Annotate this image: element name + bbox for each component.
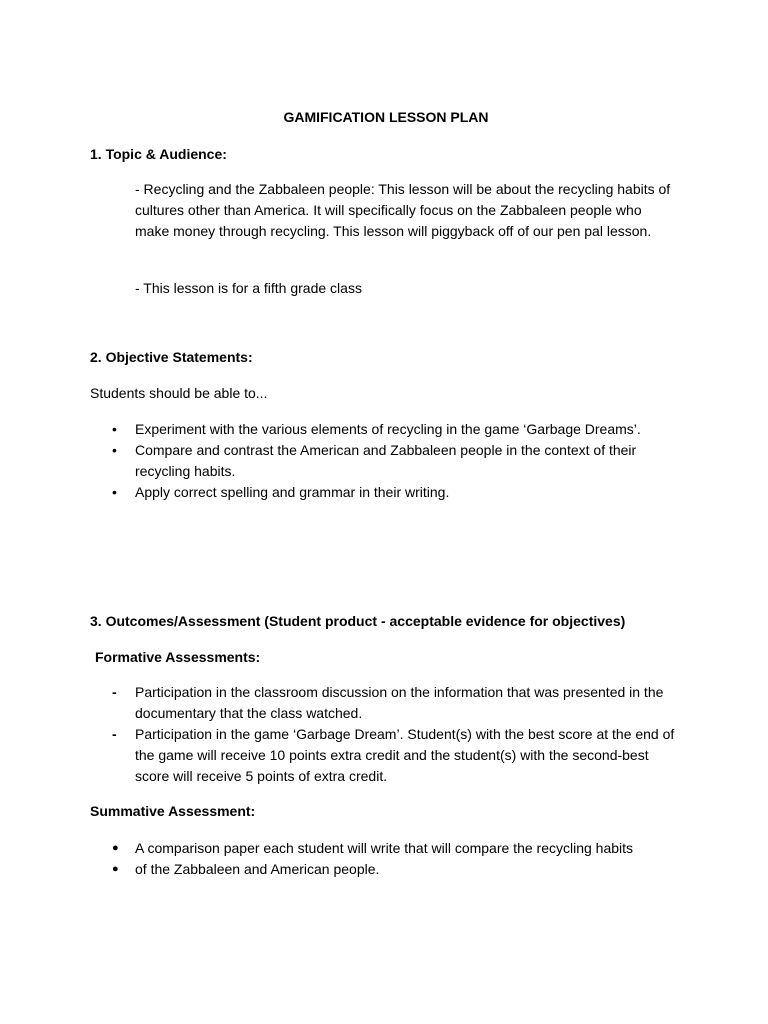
bullet-icon: ●: [112, 863, 119, 875]
bullet-icon: ●: [112, 842, 119, 854]
bullet-icon: •: [112, 421, 117, 437]
formative-text: Participation in the classroom discussion on the information that was presented in the documentary that the class watched.: [135, 684, 664, 721]
dash-icon: -: [112, 726, 117, 742]
summative-heading: Summative Assessment:: [90, 803, 256, 819]
formative-heading: Formative Assessments:: [95, 649, 261, 665]
dash-icon: -: [112, 684, 117, 700]
list-item: [112, 419, 680, 440]
objective-text: Apply correct spelling and grammar in their writing.: [135, 484, 450, 500]
section3-heading: 3. Outcomes/Assessment (Student product - acceptable evidence for objectives): [90, 613, 626, 629]
list-item: [112, 859, 680, 880]
document-title: GAMIFICATION LESSON PLAN: [283, 109, 489, 125]
summative-text: A comparison paper each student will write that will compare the recycling habits: [135, 840, 634, 856]
formative-text: Participation in the game ‘Garbage Dream’. Student(s) with the best score at the end of the game will receive 10 points extra credit and the student(s) with the second-best score will receive 5 points of extra credit.: [135, 726, 675, 784]
audience-paragraph: - This lesson is for a fifth grade class: [135, 280, 362, 296]
list-item: [112, 724, 680, 787]
section1-heading: 1. Topic & Audience:: [90, 146, 227, 162]
list-item: [112, 440, 680, 482]
objectives-intro: Students should be able to...: [90, 385, 268, 401]
list-item: [112, 682, 680, 724]
objective-text: Compare and contrast the American and Zabbaleen people in the context of their recycling habits.: [135, 442, 637, 479]
formative-list: [112, 682, 680, 787]
list-item: [112, 838, 680, 859]
bullet-icon: •: [112, 484, 117, 500]
summative-list: [112, 838, 680, 880]
bullet-icon: •: [112, 442, 117, 458]
section2-heading: 2. Objective Statements:: [90, 349, 253, 365]
summative-text: of the Zabbaleen and American people.: [135, 861, 380, 877]
objectives-list: [112, 419, 680, 503]
objective-text: Experiment with the various elements of recycling in the game ‘Garbage Dreams’.: [135, 421, 641, 437]
topic-paragraph: - Recycling and the Zabbaleen people: This lesson will be about the recycling habits of cultures other than America. It will specifically focus on the Zabbaleen people who make money through recycling. This lesson will piggyback off of our pen pal lesson.: [135, 181, 671, 239]
list-item: [112, 482, 680, 503]
